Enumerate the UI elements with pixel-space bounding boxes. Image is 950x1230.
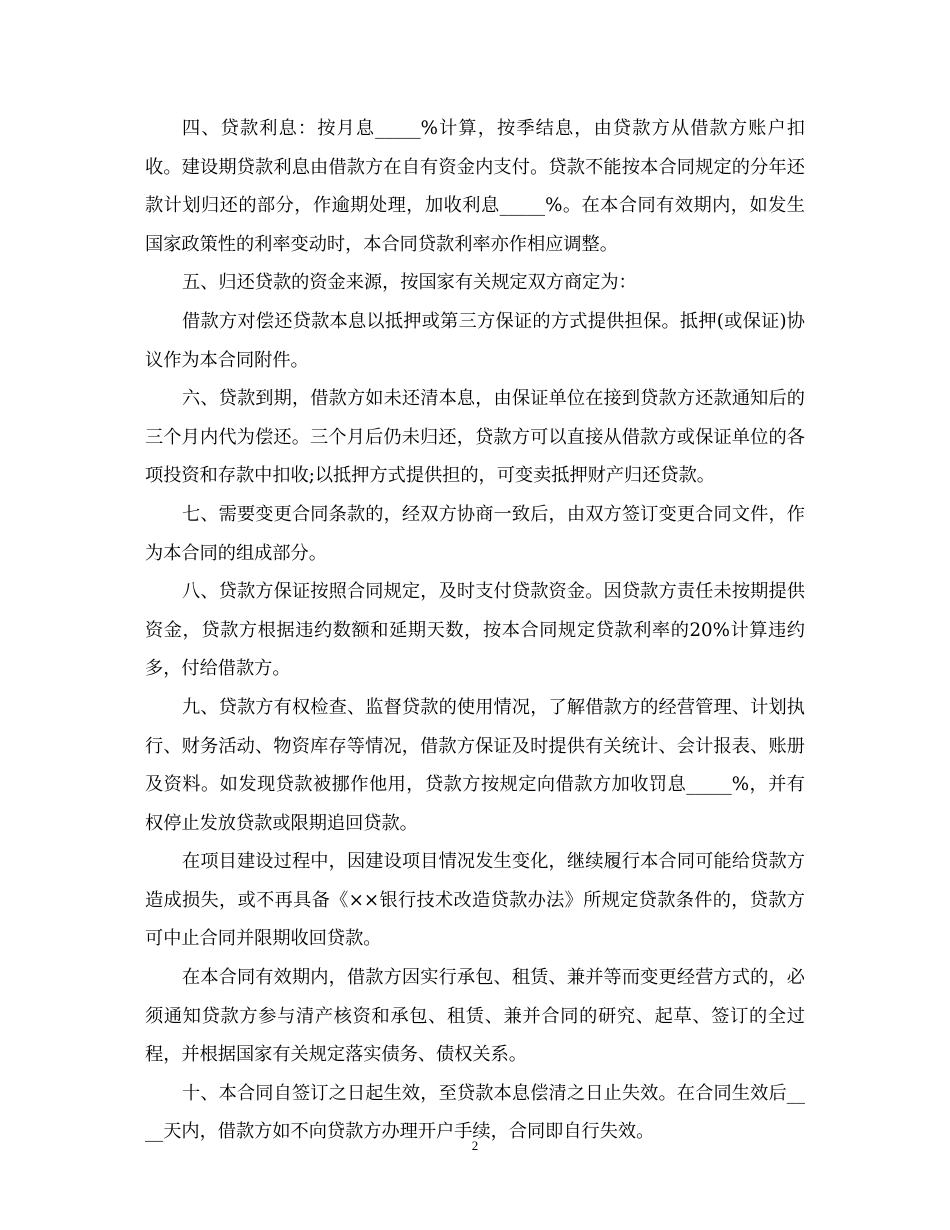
paragraph-clause-10-effectiveness: 十、本合同自签订之日起生效，至贷款本息偿清之日止失效。在合同生效后____天内，借款方如不向贷款方办理开户手续，合同即自行失效。 [145, 1082, 805, 1143]
paragraph-clause-7-amendment: 七、需要变更合同条款的，经双方协商一致后，由双方签订变更合同文件，作为本合同的组成部分。 [145, 503, 805, 564]
paragraph-clause-5-repayment-source: 五、归还贷款的资金来源，按国家有关规定双方商定为： [182, 272, 637, 294]
paragraph-clause-4-interest: 四、贷款利息：按月息_____%计算，按季结息，由贷款方从借款方账户扣收。建设期贷款利息由借款方在自有资金内支付。贷款不能按本合同规定的分年还款计划归还的部分，作逾期处理，加收利息_____%。在本合同有效期内，如发生国家政策性的利率变动时，本合同贷款利率亦作相应调整。 [145, 118, 805, 255]
document-body [145, 110, 805, 1152]
paragraph-project-changes: 在项目建设过程中，因建设项目情况发生变化，继续履行本合同可能给贷款方造成损失，或不再具备《××银行技术改造贷款办法》所规定贷款条件的，贷款方可中止合同并限期收回贷款。 [145, 851, 805, 950]
paragraph-guarantee: 借款方对偿还贷款本息以抵押或第三方保证的方式提供担保。抵押(或保证)协议作为本合同附件。 [145, 310, 805, 371]
paragraph-business-change: 在本合同有效期内，借款方因实行承包、租赁、兼并等而变更经营方式的，必须通知贷款方参与清产核资和承包、租赁、兼并合同的研究、起草、签订的全过程，并根据国家有关规定落实债务、债权关系。 [145, 967, 805, 1066]
page-number: 2 [471, 1138, 479, 1153]
paragraph-clause-6-maturity: 六、贷款到期，借款方如未还清本息，由保证单位在接到贷款方还款通知后的三个月内代为偿还。三个月后仍未归还，贷款方可以直接从借款方或保证单位的各项投资和存款中扣收;以抵押方式提供担的，可变卖抵押财产归还贷款。 [145, 388, 805, 487]
paragraph-clause-8-lender-obligation: 八、贷款方保证按照合同规定，及时支付贷款资金。因贷款方责任未按期提供资金，贷款方根据违约数额和延期天数，按本合同规定贷款利率的20%计算违约多，付给借款方。 [145, 581, 805, 680]
paragraph-clause-9-supervision: 九、贷款方有权检查、监督贷款的使用情况，了解借款方的经营管理、计划执行、财务活动、物资库存等情况，借款方保证及时提供有关统计、会计报表、账册及资料。如发现贷款被挪作他用，贷款方按规定向借款方加收罚息_____%，并有权停止发放贷款或限期追回贷款。 [145, 696, 805, 834]
